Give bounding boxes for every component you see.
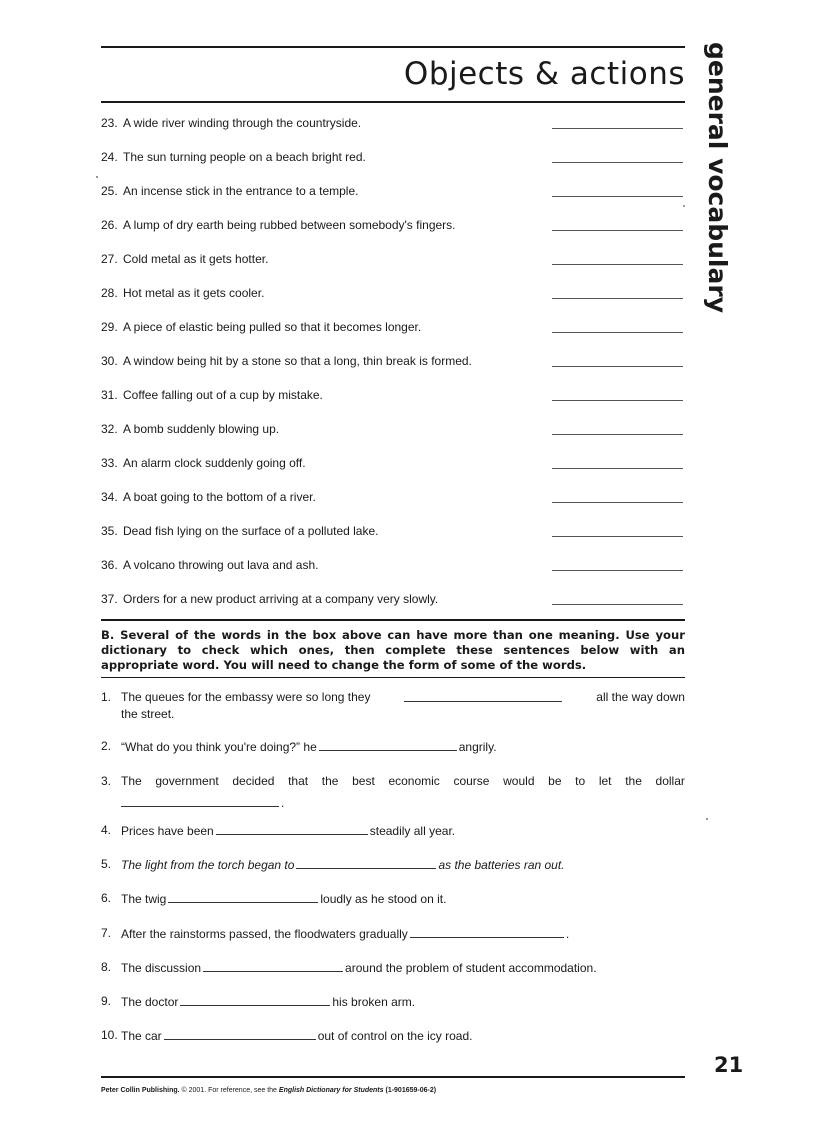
side-label-text: general vocabulary: [703, 42, 732, 313]
list-item: [101, 208, 685, 242]
footer-publisher: Peter Collin Publishing.: [101, 1087, 180, 1094]
sentence-text: as the batteries ran out.: [438, 858, 565, 872]
sentence-text: the street.: [121, 707, 175, 721]
answer-blank[interactable]: [552, 196, 683, 197]
item-number: 25.: [101, 184, 118, 198]
sentence-word: course: [453, 774, 490, 788]
answer-blank[interactable]: [552, 570, 683, 571]
list-item: [101, 174, 685, 208]
sentence-item: [101, 925, 685, 943]
item-number: 32.: [101, 422, 118, 436]
answer-blank[interactable]: [552, 230, 683, 231]
answer-blank[interactable]: [552, 332, 683, 333]
sentence-word: be: [548, 774, 562, 788]
answer-blank[interactable]: [180, 993, 330, 1006]
list-item: [101, 412, 685, 446]
answer-blank[interactable]: [552, 298, 683, 299]
sentence-word: decided: [232, 774, 275, 788]
answer-blank[interactable]: [552, 366, 683, 367]
scan-speck: [683, 205, 685, 207]
item-number: 23.: [101, 116, 118, 130]
item-text: Cold metal as it gets hotter.: [123, 252, 269, 266]
footer-dictionary: English Dictionary for Students: [278, 1087, 384, 1094]
sentence-word: government: [155, 774, 219, 788]
side-label: [698, 42, 748, 313]
sentence-number: 5.: [101, 857, 112, 871]
item-text: The sun turning people on a beach bright red.: [123, 150, 366, 164]
answer-blank[interactable]: [552, 468, 683, 469]
sentence-number: 6.: [101, 891, 112, 905]
sentence-text: .: [281, 796, 285, 810]
sentence-number: 1.: [101, 690, 112, 704]
answer-blank[interactable]: [404, 689, 562, 702]
list-item: [101, 242, 685, 276]
sentence-text: The twig: [121, 892, 167, 906]
item-number: 27.: [101, 252, 118, 266]
item-text: A window being hit by a stone so that a long, thin break is formed.: [123, 354, 472, 368]
sentence-text: The queues for the embassy were so long they: [121, 690, 371, 704]
sentence-text: out of control on the icy road.: [317, 1029, 473, 1043]
sentence-word: would: [503, 774, 535, 788]
answer-blank[interactable]: [552, 400, 683, 401]
item-text: Coffee falling out of a cup by mistake.: [123, 388, 323, 402]
sentence-text: The car: [121, 1029, 162, 1043]
sentence-word: let: [598, 774, 612, 788]
title-rule: [101, 101, 685, 103]
sentence-word: the: [625, 774, 642, 788]
list-item: [101, 378, 685, 412]
item-number: 30.: [101, 354, 118, 368]
list-item: [101, 106, 685, 140]
item-text: A volcano throwing out lava and ash.: [123, 558, 319, 572]
item-text: Dead fish lying on the surface of a polluted lake.: [123, 524, 379, 538]
answer-blank[interactable]: [552, 604, 683, 605]
scan-speck: [96, 176, 98, 178]
sentence-number: 7.: [101, 926, 112, 940]
sentence-text: After the rainstorms passed, the floodwaters gradually: [121, 927, 408, 941]
answer-blank[interactable]: [552, 434, 683, 435]
item-text: An incense stick in the entrance to a temple.: [123, 184, 359, 198]
sentence-text: his broken arm.: [332, 995, 416, 1009]
sentence-text: .: [565, 927, 570, 941]
sentence-text: Prices have been: [121, 824, 214, 838]
footer-copyright: © 2001. For reference, see the: [181, 1087, 277, 1094]
answer-blank[interactable]: [410, 925, 564, 938]
sentence-word: the: [321, 774, 339, 788]
footer-credit: [101, 1087, 436, 1094]
item-text: A wide river winding through the countryside.: [123, 116, 362, 130]
answer-blank[interactable]: [552, 162, 683, 163]
sentence-item: [101, 822, 685, 840]
item-text: A piece of elastic being pulled so that it becomes longer.: [123, 320, 422, 334]
sentence-word: The: [121, 774, 142, 788]
page-number: 21: [714, 1053, 744, 1077]
item-number: 29.: [101, 320, 118, 334]
sentence-item: [101, 993, 685, 1011]
sentence-number: 10.: [101, 1028, 118, 1042]
item-number: 34.: [101, 490, 118, 504]
top-rule: [101, 46, 685, 48]
sentence-text: around the problem of student accommodation.: [345, 961, 597, 975]
answer-blank[interactable]: [552, 502, 683, 503]
item-number: 35.: [101, 524, 118, 538]
answer-blank[interactable]: [552, 264, 683, 265]
section-b-instructions: B. Several of the words in the box above can have more than one meaning. Use your dictionary to check which ones, then complete these sentences below with an appropriate word. You will need to change the form of some of the words.: [101, 628, 685, 672]
exercise-a-list: [101, 106, 685, 616]
sentence-text: “What do you think you're doing?” he: [121, 740, 317, 754]
item-number: 31.: [101, 388, 118, 402]
item-text: A boat going to the bottom of a river.: [123, 490, 316, 504]
list-item: [101, 446, 685, 480]
sentence-word: dollar: [655, 774, 685, 788]
item-text: An alarm clock suddenly going off.: [123, 456, 306, 470]
sentence-text: The discussion: [121, 961, 202, 975]
sentence-item: [101, 959, 685, 977]
sentence-text: The light from the torch began to: [121, 858, 295, 872]
list-item: [101, 276, 685, 310]
item-number: 36.: [101, 558, 118, 572]
answer-blank[interactable]: [168, 890, 318, 903]
answer-blank[interactable]: [552, 128, 683, 129]
item-number: 37.: [101, 592, 118, 606]
item-number: 26.: [101, 218, 118, 232]
sentence-word: that: [288, 774, 309, 788]
item-text: A bomb suddenly blowing up.: [123, 422, 280, 436]
item-text: A lump of dry earth being rubbed between somebody's fingers.: [123, 218, 456, 232]
sentence-item: [101, 773, 685, 812]
list-item: [101, 310, 685, 344]
answer-blank[interactable]: [319, 738, 457, 751]
sentence-item: [101, 890, 685, 908]
sentence-text: loudly as he stood on it.: [320, 892, 447, 906]
list-item: [101, 582, 685, 616]
list-item: [101, 480, 685, 514]
sentence-word: economic: [388, 774, 440, 788]
sentence-item: [101, 1027, 685, 1045]
item-number: 33.: [101, 456, 118, 470]
sentence-word: best: [352, 774, 375, 788]
page-title: Objects & actions: [403, 56, 685, 92]
answer-blank[interactable]: [216, 822, 368, 835]
bottom-rule: [101, 1076, 685, 1078]
footer-isbn: (1-901659-06-2): [385, 1087, 437, 1094]
instructions-rule: [101, 677, 685, 678]
list-item: [101, 344, 685, 378]
sentence-text: angrily.: [458, 740, 497, 754]
sentence-item: [101, 689, 685, 723]
sentence-number: 9.: [101, 994, 112, 1008]
sentence-text: steadily all year.: [369, 824, 456, 838]
scan-speck: [706, 818, 708, 820]
sentence-number: 3.: [101, 774, 112, 788]
item-text: Orders for a new product arriving at a company very slowly.: [123, 592, 439, 606]
sentence-item: [101, 738, 685, 756]
sentence-number: 4.: [101, 823, 112, 837]
list-item: [101, 140, 685, 174]
sentence-item: [101, 856, 685, 874]
sentence-text: The doctor: [121, 995, 179, 1009]
sentence-word: to: [575, 774, 586, 788]
answer-blank[interactable]: [203, 959, 343, 972]
answer-blank[interactable]: [121, 794, 279, 807]
sentence-text: all the way down: [596, 690, 685, 704]
list-item: [101, 548, 685, 582]
list-item: [101, 514, 685, 548]
answer-blank[interactable]: [552, 536, 683, 537]
item-number: 24.: [101, 150, 118, 164]
answer-blank[interactable]: [296, 856, 436, 869]
section-divider: [101, 619, 685, 621]
item-text: Hot metal as it gets cooler.: [123, 286, 265, 300]
item-number: 28.: [101, 286, 118, 300]
answer-blank[interactable]: [164, 1027, 316, 1040]
sentence-number: 8.: [101, 960, 112, 974]
sentence-number: 2.: [101, 739, 112, 753]
